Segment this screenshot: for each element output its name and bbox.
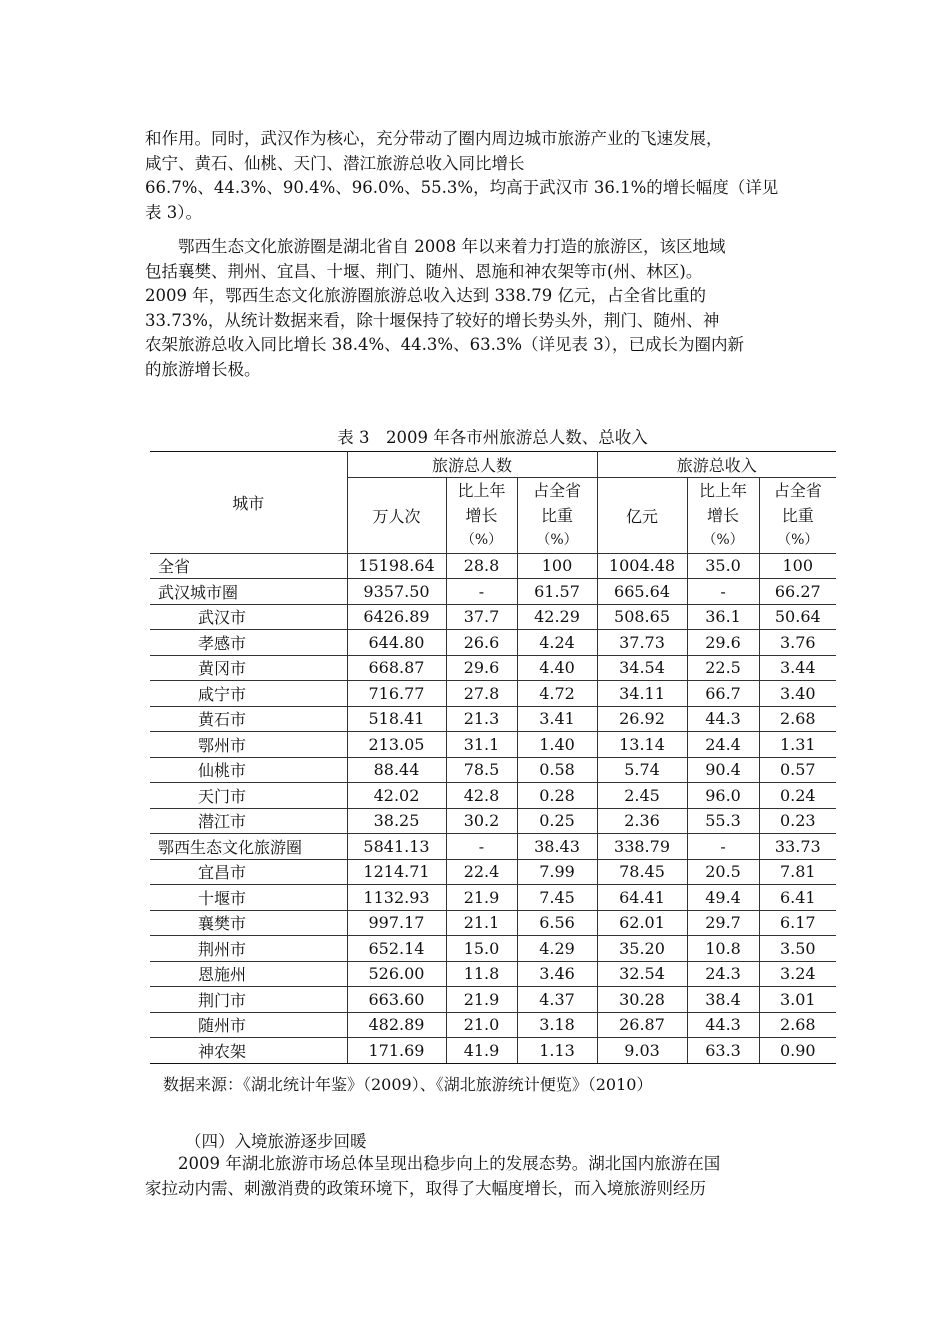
row-revenue: 26.87 [597, 1012, 687, 1038]
row-r-growth: - [687, 834, 759, 860]
header-text: 占全省 [773, 480, 822, 500]
header-text: 比重 [781, 505, 814, 525]
row-city: 武汉城市圈 [150, 579, 347, 605]
row-visitors: 526.00 [347, 961, 446, 987]
table-row [150, 808, 836, 834]
row-r-share: 0.23 [759, 808, 836, 834]
row-revenue: 508.65 [597, 604, 687, 630]
row-v-growth: 27.8 [446, 681, 517, 707]
exi-line: 包括襄樊、荆州、宜昌、十堰、荆门、随州、恩施和神农架等市(州、林区)。 [145, 261, 703, 281]
table-row [150, 1038, 836, 1064]
header-revenue-share [759, 477, 836, 553]
row-v-share: 1.40 [517, 732, 597, 758]
header-text: 占全省 [533, 480, 582, 500]
row-visitors: 15198.64 [347, 553, 446, 579]
row-v-growth: 21.9 [446, 885, 517, 911]
row-r-growth: 49.4 [687, 885, 759, 911]
row-v-growth: 21.9 [446, 987, 517, 1013]
row-v-share: 4.29 [517, 936, 597, 962]
row-r-growth: 66.7 [687, 681, 759, 707]
table-row [150, 630, 836, 656]
row-v-share: 42.29 [517, 604, 597, 630]
row-r-growth: 29.6 [687, 630, 759, 656]
row-r-share: 66.27 [759, 579, 836, 605]
row-v-growth: 30.2 [446, 808, 517, 834]
row-city: 黄冈市 [150, 655, 347, 681]
intro-line: 表 3）。 [145, 202, 202, 222]
row-r-share: 6.17 [759, 910, 836, 936]
exi-line: 33.73%，从统计数据来看，除十堰保持了较好的增长势头外，荆门、随州、神 [145, 310, 720, 330]
table-body [150, 553, 836, 1063]
row-v-growth: 29.6 [446, 655, 517, 681]
row-v-share: 3.18 [517, 1012, 597, 1038]
row-r-share: 3.01 [759, 987, 836, 1013]
row-v-growth: 21.1 [446, 910, 517, 936]
header-text: 增长 [707, 505, 740, 525]
row-v-growth: 21.3 [446, 706, 517, 732]
exi-line: 鄂西生态文化旅游圈是湖北省自 2008 年以来着力打造的旅游区，该区地域 [178, 237, 726, 256]
row-visitors: 42.02 [347, 783, 446, 809]
row-v-growth: 42.8 [446, 783, 517, 809]
header-visitors-group: 旅游总人数 [347, 452, 597, 478]
header-text: （%） [702, 531, 744, 548]
row-revenue: 338.79 [597, 834, 687, 860]
header-revenue-unit: 亿元 [597, 477, 687, 553]
header-text: （%） [460, 531, 503, 548]
row-r-share: 3.40 [759, 681, 836, 707]
row-revenue: 78.45 [597, 859, 687, 885]
table-row [150, 859, 836, 885]
row-v-growth: 21.0 [446, 1012, 517, 1038]
row-r-share: 100 [759, 553, 836, 579]
row-revenue: 30.28 [597, 987, 687, 1013]
row-r-share: 0.90 [759, 1038, 836, 1064]
row-city: 荆州市 [150, 936, 347, 962]
row-v-growth: 41.9 [446, 1038, 517, 1064]
row-r-growth: 20.5 [687, 859, 759, 885]
table-row [150, 936, 836, 962]
row-city: 神农架 [150, 1038, 347, 1064]
row-city: 天门市 [150, 783, 347, 809]
table-row [150, 706, 836, 732]
exi-line: 的旅游增长极。 [145, 359, 261, 379]
row-r-share: 0.24 [759, 783, 836, 809]
header-city: 城市 [150, 452, 347, 554]
header-text: 比上年 [699, 480, 748, 500]
row-r-share: 6.41 [759, 885, 836, 911]
row-city: 全省 [150, 553, 347, 579]
row-r-share: 0.57 [759, 757, 836, 783]
row-v-share: 3.46 [517, 961, 597, 987]
row-v-share: 1.13 [517, 1038, 597, 1064]
inbound-paragraph [145, 1152, 810, 1201]
row-v-share: 4.72 [517, 681, 597, 707]
inbound-line: 家拉动内需、刺激消费的政策环境下，取得了大幅度增长，而入境旅游则经历 [145, 1178, 706, 1198]
row-city: 随州市 [150, 1012, 347, 1038]
row-v-growth: 26.6 [446, 630, 517, 656]
row-v-share: 38.43 [517, 834, 597, 860]
row-r-share: 1.31 [759, 732, 836, 758]
row-city: 十堰市 [150, 885, 347, 911]
row-r-share: 3.50 [759, 936, 836, 962]
row-r-growth: 90.4 [687, 757, 759, 783]
row-revenue: 35.20 [597, 936, 687, 962]
row-revenue: 37.73 [597, 630, 687, 656]
row-v-share: 7.99 [517, 859, 597, 885]
row-v-growth: 37.7 [446, 604, 517, 630]
row-revenue: 665.64 [597, 579, 687, 605]
table-row [150, 757, 836, 783]
row-visitors: 652.14 [347, 936, 446, 962]
row-revenue: 34.11 [597, 681, 687, 707]
row-city: 仙桃市 [150, 757, 347, 783]
table-row [150, 604, 836, 630]
row-city: 宜昌市 [150, 859, 347, 885]
row-visitors: 38.25 [347, 808, 446, 834]
header-visitors-unit: 万人次 [347, 477, 446, 553]
row-visitors: 482.89 [347, 1012, 446, 1038]
table-row [150, 910, 836, 936]
row-city: 荆门市 [150, 987, 347, 1013]
row-revenue: 2.36 [597, 808, 687, 834]
row-r-growth: 44.3 [687, 706, 759, 732]
row-r-growth: 24.4 [687, 732, 759, 758]
header-text: 比重 [541, 505, 574, 525]
row-visitors: 668.87 [347, 655, 446, 681]
row-r-growth: 38.4 [687, 987, 759, 1013]
row-city: 咸宁市 [150, 681, 347, 707]
table-row [150, 655, 836, 681]
row-r-growth: 63.3 [687, 1038, 759, 1064]
row-v-growth: 31.1 [446, 732, 517, 758]
row-visitors: 1214.71 [347, 859, 446, 885]
row-r-growth: 24.3 [687, 961, 759, 987]
row-v-share: 0.28 [517, 783, 597, 809]
exi-line: 农架旅游总收入同比增长 38.4%、44.3%、63.3%（详见表 3），已成长为圈内新 [145, 335, 744, 354]
inbound-line: 2009 年湖北旅游市场总体呈现出稳步向上的发展态势。湖北国内旅游在国 [178, 1154, 721, 1173]
row-v-share: 4.24 [517, 630, 597, 656]
header-text: 增长 [465, 505, 498, 525]
table-row [150, 885, 836, 911]
row-v-growth: 28.8 [446, 553, 517, 579]
table-row [150, 834, 836, 860]
row-visitors: 5841.13 [347, 834, 446, 860]
row-r-share: 3.76 [759, 630, 836, 656]
row-city: 武汉市 [150, 604, 347, 630]
row-visitors: 518.41 [347, 706, 446, 732]
row-visitors: 644.80 [347, 630, 446, 656]
table-row [150, 579, 836, 605]
intro-paragraph [145, 127, 810, 225]
table-row [150, 1012, 836, 1038]
row-revenue: 62.01 [597, 910, 687, 936]
row-visitors: 1132.93 [347, 885, 446, 911]
row-v-growth: - [446, 579, 517, 605]
row-city: 襄樊市 [150, 910, 347, 936]
intro-line: 咸宁、黄石、仙桃、天门、潜江旅游总收入同比增长 [145, 153, 525, 173]
row-visitors: 716.77 [347, 681, 446, 707]
row-r-growth: 35.0 [687, 553, 759, 579]
row-r-share: 2.68 [759, 1012, 836, 1038]
row-visitors: 213.05 [347, 732, 446, 758]
table-row [150, 553, 836, 579]
table-row [150, 732, 836, 758]
section-heading: （四）入境旅游逐步回暖 [185, 1132, 367, 1151]
row-revenue: 32.54 [597, 961, 687, 987]
row-visitors: 997.17 [347, 910, 446, 936]
row-v-share: 4.37 [517, 987, 597, 1013]
row-revenue: 34.54 [597, 655, 687, 681]
row-v-share: 100 [517, 553, 597, 579]
row-r-growth: - [687, 579, 759, 605]
header-text: （%） [536, 531, 578, 548]
row-revenue: 9.03 [597, 1038, 687, 1064]
row-v-growth: 15.0 [446, 936, 517, 962]
row-revenue: 26.92 [597, 706, 687, 732]
row-revenue: 13.14 [597, 732, 687, 758]
header-revenue-group: 旅游总收入 [597, 452, 836, 478]
row-city: 潜江市 [150, 808, 347, 834]
row-v-share: 3.41 [517, 706, 597, 732]
header-visitors-growth [446, 477, 517, 553]
row-r-share: 50.64 [759, 604, 836, 630]
tourism-table [150, 451, 836, 1064]
header-text: （%） [777, 531, 819, 548]
row-r-growth: 55.3 [687, 808, 759, 834]
row-visitors: 6426.89 [347, 604, 446, 630]
table-source: 数据来源：《湖北统计年鉴》（2009）、《湖北旅游统计便览》（2010） [163, 1075, 653, 1094]
row-city: 鄂州市 [150, 732, 347, 758]
exi-paragraph [145, 235, 810, 382]
row-r-share: 2.68 [759, 706, 836, 732]
row-r-share: 33.73 [759, 834, 836, 860]
row-r-growth: 10.8 [687, 936, 759, 962]
row-v-growth: 22.4 [446, 859, 517, 885]
header-text: 比上年 [457, 480, 506, 500]
table-row [150, 961, 836, 987]
row-v-growth: - [446, 834, 517, 860]
row-r-growth: 44.3 [687, 1012, 759, 1038]
row-visitors: 171.69 [347, 1038, 446, 1064]
row-v-share: 7.45 [517, 885, 597, 911]
intro-line: 66.7%、44.3%、90.4%、96.0%、55.3%，均高于武汉市 36.1%的增长幅度（详见 [145, 178, 779, 197]
row-r-growth: 96.0 [687, 783, 759, 809]
header-visitors-share [517, 477, 597, 553]
row-v-share: 6.56 [517, 910, 597, 936]
header-revenue-growth [687, 477, 759, 553]
row-visitors: 9357.50 [347, 579, 446, 605]
row-revenue: 1004.48 [597, 553, 687, 579]
table-row [150, 987, 836, 1013]
row-r-growth: 36.1 [687, 604, 759, 630]
row-r-growth: 29.7 [687, 910, 759, 936]
row-v-growth: 11.8 [446, 961, 517, 987]
row-r-share: 3.44 [759, 655, 836, 681]
row-visitors: 88.44 [347, 757, 446, 783]
row-city: 鄂西生态文化旅游圈 [150, 834, 347, 860]
table-row [150, 783, 836, 809]
row-r-share: 3.24 [759, 961, 836, 987]
table-row [150, 681, 836, 707]
row-v-share: 4.40 [517, 655, 597, 681]
row-v-growth: 78.5 [446, 757, 517, 783]
row-v-share: 0.25 [517, 808, 597, 834]
row-r-growth: 22.5 [687, 655, 759, 681]
row-visitors: 663.60 [347, 987, 446, 1013]
row-revenue: 2.45 [597, 783, 687, 809]
exi-line: 2009 年，鄂西生态文化旅游圈旅游总收入达到 338.79 亿元，占全省比重的 [145, 286, 706, 305]
row-city: 孝感市 [150, 630, 347, 656]
row-city: 黄石市 [150, 706, 347, 732]
row-revenue: 5.74 [597, 757, 687, 783]
intro-line: 和作用。同时，武汉作为核心，充分带动了圈内周边城市旅游产业的飞速发展， [145, 129, 723, 148]
row-city: 恩施州 [150, 961, 347, 987]
row-v-share: 61.57 [517, 579, 597, 605]
row-revenue: 64.41 [597, 885, 687, 911]
row-v-share: 0.58 [517, 757, 597, 783]
row-r-share: 7.81 [759, 859, 836, 885]
table-caption: 表 3 2009 年各市州旅游总人数、总收入 [337, 428, 648, 447]
